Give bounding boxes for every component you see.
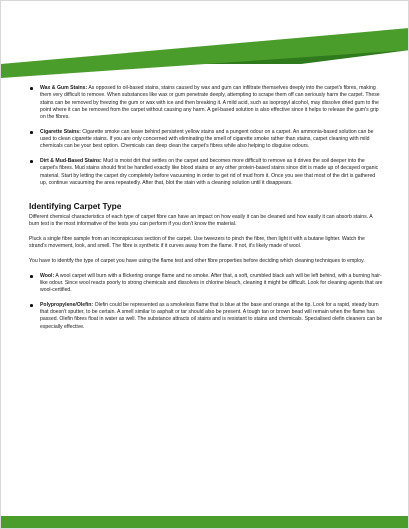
term-description: A wool carpet will burn with a flickering orange flame and no smoke. After that, a soft, crumbled black ash will be left behind, with a burning hair-like odour. Since wool reacts poorly to strong chemicals and dissolves in chlorine bleach, cleaning it might be difficult. Look for cleaning agents that are wool-certified. — [40, 272, 383, 294]
term-description: Olefin could be represented as a smokeless flame that is blue at the base and orange at the tip. Look for a rapid, steady burn that doesn't sputter, to be certain. A smell similar to asphalt or tar should also be present. A tough tan or brown bead will remain when the flame has passed. Olefin fibres float in water as well. The substance attracts oil stains and is resistant to stains and chemicals. Specialised olefin cleaners can be especially effective. — [40, 301, 383, 330]
list-item-dirt-mud — [29, 158, 383, 187]
term-label: Wax & Gum Stains: — [40, 85, 88, 91]
bullet-icon — [30, 160, 33, 163]
paragraph: You have to identify the type of carpet you have using the flame test and other fibre properties before deciding which cleaning techniques to employ. — [29, 257, 365, 264]
footer-bar — [1, 516, 409, 528]
term-label: Polypropylene/Olefin: — [40, 301, 94, 308]
header-decoration — [1, 1, 409, 81]
term-description: As opposed to oil-based stains, stains caused by wax and gum can infiltrate themselves deeply into the carpet's fibres, making them very difficult to remove. When substances like wax or gum penetrate deeply, attempting to scrape them off can seriously harm the carpet. These stains can be removed by freezing the gum or wax with ice and then breaking it. A mild acid, such as isopropyl alcohol, may dissolve dried gum to the point where it can be removed from the carpet without causing any harm. A gel-based solution is also effective since it helps to release the gum's grip on the fibres. — [40, 85, 380, 121]
stain-types-list — [29, 85, 383, 187]
list-item-wool — [29, 273, 383, 295]
paragraph: Pluck a single fibre sample from an inconspicuous section of the carpet. Use tweezers to pinch the fibre, then light it with a butane lighter. Watch the strand's movement, look, and smell. The fibre is synthetic if it curves away from the flame. If not, it's likely made of wool. — [29, 236, 365, 250]
list-item-wax-gum — [29, 85, 383, 121]
list-item-olefin — [29, 302, 383, 331]
bullet-icon — [30, 275, 33, 278]
term-label: Cigarette Stains: — [40, 128, 81, 135]
bullet-icon — [30, 87, 33, 90]
bullet-icon — [30, 304, 33, 307]
section-heading: Identifying Carpet Type — [29, 201, 122, 212]
bullet-icon — [30, 131, 33, 134]
page-content — [29, 85, 383, 338]
list-item-cigarette — [29, 129, 383, 151]
term-label: Dirt & Mud-Based Stains: — [40, 157, 102, 164]
term-description: Mud is moist dirt that settles on the carpet and becomes more difficult to remove as it drives the soil deeper into the carpet's fibres. Mud stains should first be handled exactly like blood stains or any other protein-based stains since dirt is made up of decayed organic material. Start by letting the carpet dry completely before vacuuming in order to get rid of mud from it. Once you see that most of the dirt is gathered up, continue vacuuming the area repeatedly. After that, blot the stain with a cleaning solution until it disappears. — [40, 157, 379, 186]
term-description: Cigarette smoke can leave behind persistent yellow stains and a pungent odour on a carpet. An ammonia-based solution can be used to clean cigarette stains. If you are only concerned with eliminating the smell of cigarette smoke rather than stains, carpet cleaning with mild chemicals can be your best option. Chemicals can deep clean the carpet's fibres while also helping to disguise odours. — [40, 128, 374, 150]
paragraph: Different chemical characteristics of each type of carpet fibre can have an impact on how easily it can be cleaned and how easily it can absorb stains. A burn test is the most informative of the tests you can perform if you don't know the material. — [29, 214, 373, 228]
term-label: Wool: — [40, 272, 55, 279]
carpet-types-list — [29, 273, 383, 331]
